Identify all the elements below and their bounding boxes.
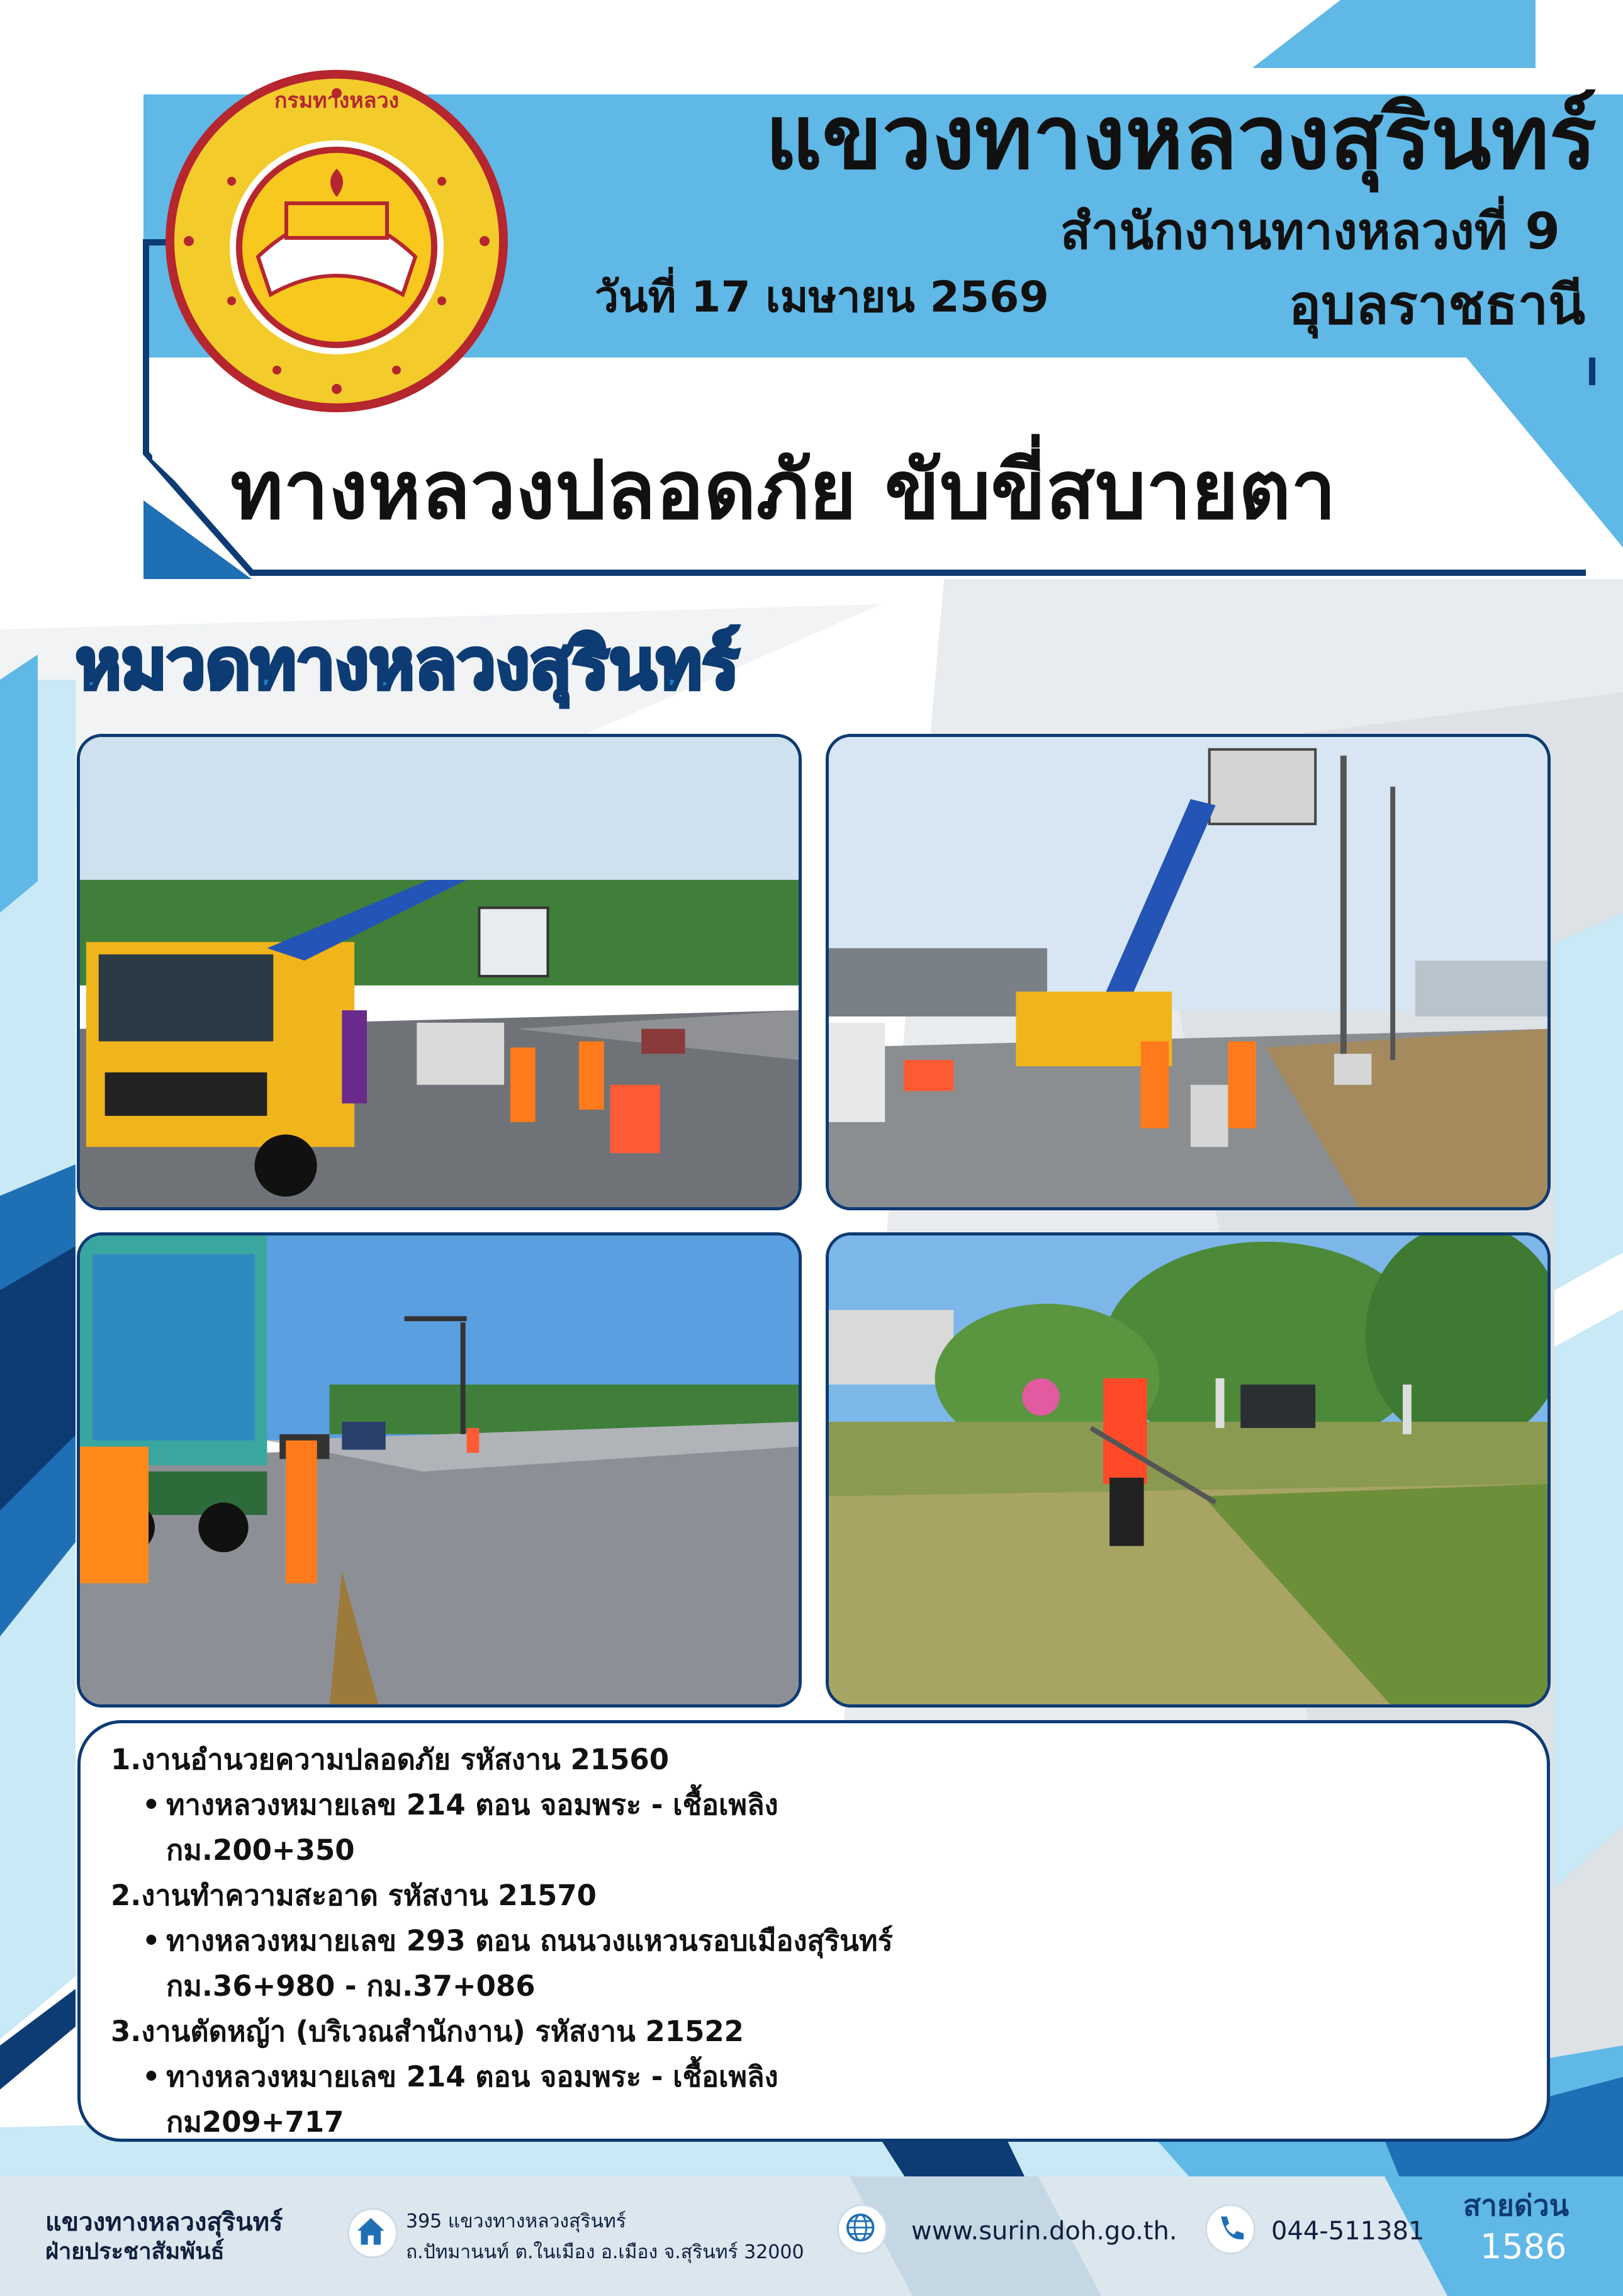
work-item-route: • ทางหลวงหมายเลข 214 ตอน จอมพระ - เชื้อเพลิง bbox=[111, 1782, 1517, 1828]
work-item-route: • ทางหลวงหมายเลข 293 ตอน ถนนวงแหวนรอบเมืองสุรินทร์ bbox=[111, 1918, 1517, 1964]
header-office: สำนักงานทางหลวงที่ 9 bbox=[1060, 202, 1560, 261]
slogan: ทางหลวงปลอดภัย ขับขี่สบายตา bbox=[230, 444, 1337, 537]
bullet-icon: • bbox=[142, 2060, 160, 2093]
header-date: วันที่ 17 เมษายน 2569 bbox=[595, 273, 1049, 322]
home-icon bbox=[347, 2208, 398, 2258]
photo-barrier-crane-truck bbox=[77, 734, 802, 1210]
photo-grass-cutting bbox=[826, 1232, 1551, 1708]
work-item-km: กม.36+980 - กม.37+086 bbox=[166, 1969, 536, 2003]
header-title: แขวงทางหลวงสุรินทร์ bbox=[765, 87, 1597, 189]
work-item-km: กม.200+350 bbox=[166, 1833, 355, 1867]
footer-address-line2: ถ.ปัทมานนท์ ต.ในเมือง อ.เมือง จ.สุรินทร์ 32000 bbox=[406, 2241, 804, 2263]
photo-crane-lift-barrier bbox=[826, 734, 1551, 1210]
footer-department: ฝ่ายประชาสัมพันธ์ bbox=[45, 2239, 225, 2265]
hotline-number[interactable]: 1586 bbox=[1480, 2227, 1567, 2266]
footer-website[interactable]: www.surin.doh.go.th. bbox=[911, 2217, 1177, 2246]
bullet-icon: • bbox=[142, 1788, 160, 1821]
bullet-icon: • bbox=[142, 1924, 160, 1957]
logo-text: กรมทางหลวง bbox=[274, 88, 400, 113]
footer-phone[interactable]: 044-511381 bbox=[1271, 2217, 1425, 2246]
department-logo bbox=[164, 68, 510, 414]
globe-icon[interactable] bbox=[837, 2204, 887, 2254]
work-item-heading: 3.งานตัดหญ้า (บริเวณสำนักงาน) รหัสงาน 21522 bbox=[111, 2015, 744, 2048]
footer-org-name: แขวงทางหลวงสุรินทร์ bbox=[45, 2208, 283, 2237]
work-item-km: กม209+717 bbox=[166, 2105, 344, 2139]
header-city: อุบลราชธานี bbox=[1288, 274, 1585, 337]
hotline-label: สายด่วน bbox=[1463, 2188, 1570, 2222]
work-item-heading: 2.งานทำความสะอาด รหัสงาน 21570 bbox=[111, 1879, 597, 1912]
section-title: หมวดทางหลวงสุรินทร์ bbox=[76, 624, 739, 704]
work-item-heading: 1.งานอำนวยความปลอดภัย รหัสงาน 21560 bbox=[111, 1743, 670, 1776]
photo-street-sweeping bbox=[77, 1232, 802, 1708]
work-item-route: • ทางหลวงหมายเลข 214 ตอน จอมพระ - เชื้อเพลิง bbox=[111, 2054, 1517, 2100]
footer-address-line1: 395 แขวงทางหลวงสุรินทร์ bbox=[406, 2210, 626, 2232]
work-details-panel bbox=[77, 1720, 1550, 2142]
phone-icon[interactable] bbox=[1205, 2204, 1255, 2254]
